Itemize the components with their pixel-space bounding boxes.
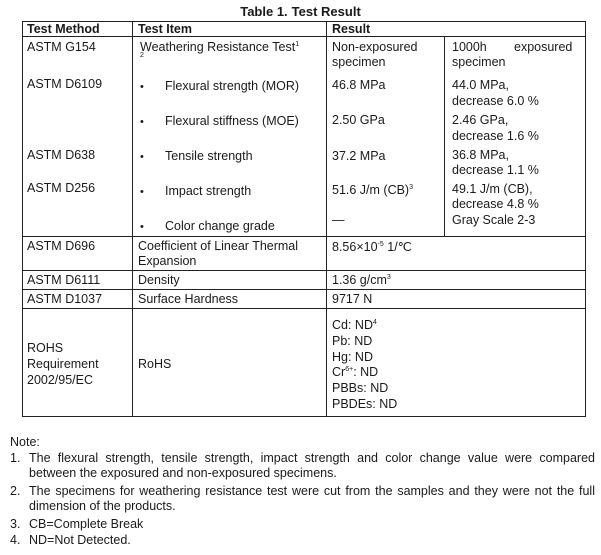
table-title — [0, 4, 601, 19]
result-exposured-header: specimen — [452, 55, 506, 69]
impact-value-text: 51.6 J/m (CB) — [332, 183, 410, 197]
footnote-ref: 3 — [409, 183, 414, 191]
table-border-top — [22, 21, 586, 22]
note-number: 2. — [10, 484, 21, 498]
row-divider — [22, 270, 586, 271]
bullet: • — [140, 116, 144, 128]
result-exposured-value: 2.46 GPa, — [452, 113, 509, 127]
bullet: • — [140, 221, 144, 233]
result-exposured-change: decrease 6.0 % — [452, 94, 539, 108]
result-nonexposured-value — [332, 182, 413, 198]
result-thermal-expansion — [332, 239, 412, 255]
method-astm-d6111: ASTM D6111 — [27, 273, 101, 287]
method-rohs: Requirement — [27, 357, 99, 371]
row-divider — [22, 236, 586, 237]
result-cd — [332, 317, 377, 333]
table-border-right — [585, 21, 586, 417]
item-flexural-strength: Flexural strength (MOR) — [165, 79, 300, 93]
header-test-item: Test Item — [138, 22, 192, 36]
table-border-left — [22, 21, 23, 417]
header-divider — [22, 36, 586, 37]
note-text: CB=Complete Break — [29, 517, 144, 531]
bullet: • — [140, 186, 144, 198]
note-text: The flexural strength, tensile strength, impact strength and color change value were compared between the exposured and non-exposured specimens. — [29, 451, 595, 480]
result-exposured-change: decrease 1.1 % — [452, 163, 539, 177]
cd-text: Cd: ND — [332, 318, 373, 332]
footnote-ref: 2 — [140, 52, 144, 59]
result-exposured-value: 49.1 J/m (CB), — [452, 182, 533, 196]
row-divider — [22, 289, 586, 290]
table-title-text: Test Result — [291, 4, 361, 19]
thermal-unit-text: 1/℃ — [383, 240, 412, 254]
note-text: The specimens for weathering resistance test were cut from the samples and they were not the full dimension of the products. — [29, 484, 595, 513]
note-text: ND=Not Detected. — [29, 533, 131, 547]
item-coefficient-thermal-expansion: Coefficient of Linear Thermal — [138, 239, 299, 253]
result-nonexposured-value: 46.8 MPa — [332, 78, 386, 92]
notes-heading: Note: — [10, 435, 40, 449]
table-border-bottom — [22, 416, 586, 417]
result-exposured-value: 36.8 MPa, — [452, 148, 509, 162]
method-astm-d696: ASTM D696 — [27, 239, 96, 253]
note-number: 3. — [10, 517, 21, 531]
result-nonexposured-value: — — [332, 213, 345, 227]
cr-text: Cr — [332, 365, 346, 379]
method-astm-d256: ASTM D256 — [27, 181, 96, 195]
item-density: Density — [138, 273, 180, 287]
table-title-label: Table 1. — [240, 4, 288, 19]
header-test-method: Test Method — [27, 22, 100, 36]
result-exposured-value: Gray Scale 2-3 — [452, 213, 536, 227]
exponent: 3 — [386, 273, 391, 281]
item-surface-hardness: Surface Hardness — [138, 292, 239, 306]
item-flexural-stiffness: Flexural stiffness (MOE) — [165, 114, 299, 128]
method-astm-g154: ASTM G154 — [27, 40, 96, 54]
result-density — [332, 272, 391, 288]
item-rohs: RoHS — [138, 357, 172, 371]
cr-result-text: : ND — [353, 365, 379, 379]
method-rohs: 2002/95/EC — [27, 373, 94, 387]
method-astm-d1037: ASTM D1037 — [27, 292, 103, 306]
row-divider — [22, 308, 586, 309]
test-result-table — [22, 21, 586, 417]
item-weathering-resistance — [140, 39, 299, 55]
item-impact-strength: Impact strength — [165, 184, 252, 198]
note-number: 4. — [10, 533, 21, 547]
method-rohs: ROHS — [27, 341, 64, 355]
item-weathering-text: Weathering Resistance Test — [140, 40, 296, 54]
note-number: 1. — [10, 451, 21, 465]
result-exposured-value: 44.0 MPa, — [452, 78, 509, 92]
result-exposured-header: exposured — [514, 40, 573, 54]
col-divider — [132, 21, 133, 417]
ion-charge: 6+ — [345, 365, 354, 373]
result-pbdes: PBDEs: ND — [332, 397, 398, 411]
result-exposured-change: decrease 1.6 % — [452, 129, 539, 143]
result-pbbs: PBBs: ND — [332, 381, 389, 395]
item-tensile-strength: Tensile strength — [165, 149, 253, 163]
method-astm-d6109: ASTM D6109 — [27, 77, 103, 91]
exponent: -5 — [377, 240, 384, 248]
footnote-ref: 4 — [372, 318, 377, 326]
result-split-divider — [444, 36, 445, 236]
footnote-ref: 1 — [295, 40, 300, 48]
result-exposured-header: 1000h — [452, 40, 487, 54]
header-result: Result — [332, 22, 371, 36]
result-surface-hardness: 9717 N — [332, 292, 373, 306]
result-cr6 — [332, 364, 378, 380]
result-nonexposured-header: specimen — [332, 55, 386, 69]
result-pb: Pb: ND — [332, 334, 373, 348]
result-nonexposured-header: Non-exposured — [332, 40, 418, 54]
result-hg: Hg: ND — [332, 350, 373, 364]
bullet: • — [140, 151, 144, 163]
item-color-change-grade: Color change grade — [165, 219, 275, 233]
density-value-text: 1.36 g/cm — [332, 273, 387, 287]
result-exposured-change: decrease 4.8 % — [452, 197, 539, 211]
thermal-value-text: 8.56×10 — [332, 240, 378, 254]
result-nonexposured-value: 2.50 GPa — [332, 113, 385, 127]
col-divider — [326, 21, 327, 417]
method-astm-d638: ASTM D638 — [27, 148, 96, 162]
item-coefficient-thermal-expansion: Expansion — [138, 254, 197, 268]
bullet: • — [140, 81, 144, 93]
result-nonexposured-value: 37.2 MPa — [332, 149, 386, 163]
